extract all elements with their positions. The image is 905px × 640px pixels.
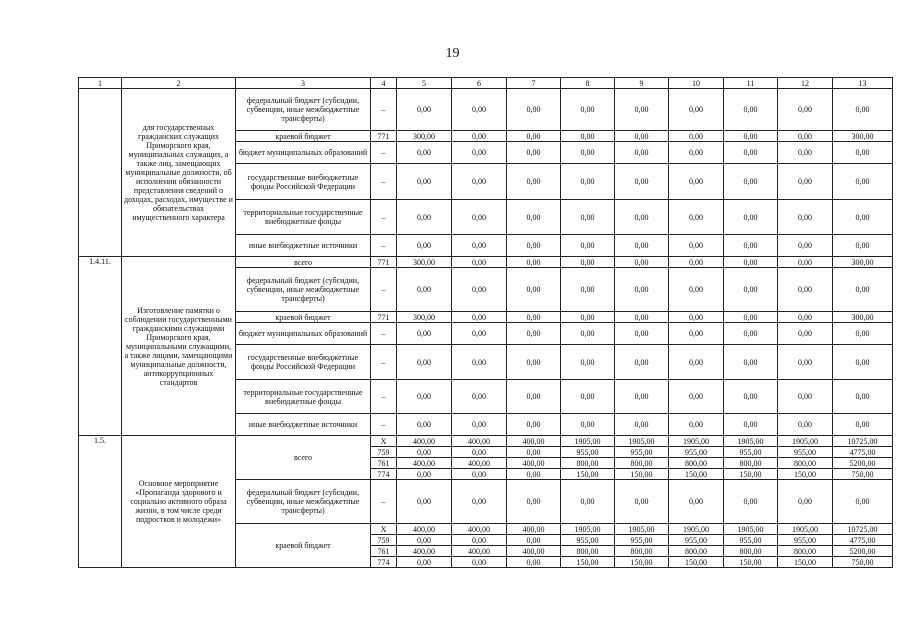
funding-source: федеральный бюджет (субсидии, субвенции, иные межбюджетные трансферты) [236,89,371,131]
amount-cell: 800,00 [615,546,669,557]
amount-cell: 0,00 [669,480,724,524]
amount-cell: 0,00 [669,312,724,323]
amount-cell: 750,00 [833,469,893,480]
budget-code: 771 [371,312,397,323]
amount-cell: 0,00 [397,447,452,458]
budget-code: X [371,524,397,535]
amount-cell: 800,00 [669,546,724,557]
amount-cell: 300,00 [833,131,893,142]
amount-cell: 0,00 [561,131,615,142]
amount-cell: 0,00 [615,323,669,345]
funding-source: всего [236,257,371,268]
amount-cell: 0,00 [833,142,893,164]
amount-cell: 955,00 [561,535,615,546]
amount-cell: 150,00 [561,469,615,480]
amount-cell: 0,00 [669,380,724,414]
amount-cell: 0,00 [397,164,452,200]
budget-code: – [371,323,397,345]
amount-cell: 0,00 [669,268,724,312]
amount-cell: 0,00 [561,268,615,312]
budget-code: – [371,142,397,164]
amount-cell: 0,00 [833,200,893,235]
amount-cell: 0,00 [397,142,452,164]
amount-cell: 0,00 [452,131,507,142]
amount-cell: 800,00 [669,458,724,469]
amount-cell: 0,00 [778,312,833,323]
amount-cell: 400,00 [507,458,561,469]
amount-cell: 0,00 [778,142,833,164]
amount-cell: 0,00 [724,312,778,323]
amount-cell: 1905,00 [724,436,778,447]
budget-code: 759 [371,535,397,546]
funding-source: федеральный бюджет (субсидии, субвенции, иные межбюджетные трансферты) [236,480,371,524]
amount-cell: 800,00 [724,546,778,557]
amount-cell: 0,00 [397,469,452,480]
amount-cell: 400,00 [397,458,452,469]
amount-cell: 0,00 [615,235,669,257]
funding-source: бюджет муниципальных образований [236,142,371,164]
amount-cell: 0,00 [833,164,893,200]
amount-cell: 0,00 [724,345,778,380]
amount-cell: 0,00 [561,257,615,268]
amount-cell: 0,00 [561,142,615,164]
amount-cell: 0,00 [397,89,452,131]
amount-cell: 300,00 [397,312,452,323]
amount-cell: 0,00 [452,447,507,458]
budget-code: 774 [371,469,397,480]
amount-cell: 0,00 [615,480,669,524]
amount-cell: 0,00 [397,235,452,257]
amount-cell: 0,00 [778,164,833,200]
amount-cell: 0,00 [833,235,893,257]
amount-cell: 0,00 [507,131,561,142]
item-description: Основное мероприятие «Пропаганда здорового и социально активного образа жизни, в том числе среди подростков и молодежи» [122,436,236,568]
column-header: 12 [778,78,833,89]
funding-source: федеральный бюджет (субсидии, субвенции, иные межбюджетные трансферты) [236,268,371,312]
amount-cell: 800,00 [561,546,615,557]
amount-cell: 0,00 [452,469,507,480]
amount-cell: 0,00 [507,557,561,568]
amount-cell: 0,00 [669,164,724,200]
table-row [79,89,893,131]
item-number [79,89,122,257]
amount-cell: 0,00 [397,557,452,568]
amount-cell: 0,00 [507,268,561,312]
table-row [79,436,893,447]
amount-cell: 0,00 [397,200,452,235]
funding-source: иные внебюджетные источники [236,235,371,257]
amount-cell: 0,00 [724,380,778,414]
amount-cell: 0,00 [561,480,615,524]
budget-code: – [371,89,397,131]
amount-cell: 0,00 [561,235,615,257]
amount-cell: 400,00 [507,524,561,535]
amount-cell: 0,00 [397,380,452,414]
amount-cell: 0,00 [561,414,615,436]
amount-cell: 0,00 [452,480,507,524]
budget-code: – [371,268,397,312]
amount-cell: 0,00 [669,414,724,436]
amount-cell: 0,00 [833,414,893,436]
budget-code: – [371,235,397,257]
amount-cell: 0,00 [615,345,669,380]
funding-source: государственные внебюджетные фонды Российской Федерации [236,164,371,200]
amount-cell: 0,00 [507,323,561,345]
amount-cell: 0,00 [778,323,833,345]
amount-cell: 150,00 [669,469,724,480]
amount-cell: 1905,00 [778,436,833,447]
amount-cell: 0,00 [724,257,778,268]
budget-code: 759 [371,447,397,458]
amount-cell: 1905,00 [561,436,615,447]
amount-cell: 800,00 [561,458,615,469]
amount-cell: 0,00 [561,380,615,414]
amount-cell: 0,00 [778,345,833,380]
amount-cell: 0,00 [452,89,507,131]
funding-source: бюджет муниципальных образований [236,323,371,345]
amount-cell: 0,00 [561,312,615,323]
amount-cell: 0,00 [669,89,724,131]
funding-source: краевой бюджет [236,524,371,568]
amount-cell: 300,00 [833,257,893,268]
amount-cell: 300,00 [833,312,893,323]
amount-cell: 0,00 [507,200,561,235]
amount-cell: 0,00 [724,235,778,257]
amount-cell: 0,00 [561,89,615,131]
amount-cell: 0,00 [452,345,507,380]
amount-cell: 750,00 [833,557,893,568]
budget-code: 761 [371,458,397,469]
amount-cell: 0,00 [724,89,778,131]
amount-cell: 955,00 [724,447,778,458]
amount-cell: 955,00 [615,535,669,546]
amount-cell: 0,00 [452,257,507,268]
amount-cell: 955,00 [778,535,833,546]
amount-cell: 0,00 [724,480,778,524]
amount-cell: 0,00 [615,257,669,268]
amount-cell: 0,00 [507,89,561,131]
header-row [79,78,893,89]
funding-source: краевой бюджет [236,312,371,323]
amount-cell: 150,00 [724,557,778,568]
amount-cell: 0,00 [778,235,833,257]
amount-cell: 400,00 [397,524,452,535]
column-header: 8 [561,78,615,89]
amount-cell: 0,00 [452,235,507,257]
amount-cell: 0,00 [507,480,561,524]
column-header: 6 [452,78,507,89]
amount-cell: 150,00 [615,469,669,480]
amount-cell: 955,00 [615,447,669,458]
amount-cell: 1905,00 [561,524,615,535]
amount-cell: 0,00 [507,164,561,200]
amount-cell: 0,00 [778,257,833,268]
column-header: 7 [507,78,561,89]
amount-cell: 0,00 [615,164,669,200]
amount-cell: 0,00 [778,89,833,131]
amount-cell: 150,00 [615,557,669,568]
amount-cell: 0,00 [724,142,778,164]
column-header: 10 [669,78,724,89]
amount-cell: 0,00 [452,414,507,436]
amount-cell: 0,00 [507,345,561,380]
amount-cell: 0,00 [452,200,507,235]
funding-source: всего [236,436,371,480]
amount-cell: 0,00 [507,235,561,257]
amount-cell: 150,00 [724,469,778,480]
column-header: 11 [724,78,778,89]
amount-cell: 0,00 [669,142,724,164]
amount-cell: 0,00 [833,480,893,524]
funding-source: территориальные государственные внебюджетные фонды [236,200,371,235]
amount-cell: 0,00 [452,312,507,323]
amount-cell: 0,00 [669,323,724,345]
amount-cell: 400,00 [452,546,507,557]
amount-cell: 0,00 [833,345,893,380]
amount-cell: 0,00 [397,535,452,546]
amount-cell: 1905,00 [615,524,669,535]
amount-cell: 0,00 [452,557,507,568]
amount-cell: 4775,00 [833,535,893,546]
amount-cell: 955,00 [724,535,778,546]
amount-cell: 0,00 [778,480,833,524]
amount-cell: 0,00 [561,345,615,380]
amount-cell: 0,00 [669,235,724,257]
amount-cell: 0,00 [507,142,561,164]
amount-cell: 1905,00 [615,436,669,447]
amount-cell: 0,00 [615,142,669,164]
amount-cell: 0,00 [778,131,833,142]
amount-cell: 300,00 [397,131,452,142]
amount-cell: 1905,00 [724,524,778,535]
amount-cell: 0,00 [778,200,833,235]
amount-cell: 10725,00 [833,524,893,535]
item-number: 1.5. [79,436,122,568]
amount-cell: 400,00 [507,436,561,447]
amount-cell: 0,00 [833,268,893,312]
amount-cell: 0,00 [669,257,724,268]
amount-cell: 5200,00 [833,458,893,469]
amount-cell: 800,00 [778,546,833,557]
amount-cell: 150,00 [778,557,833,568]
amount-cell: 0,00 [724,200,778,235]
amount-cell: 1905,00 [669,524,724,535]
funding-source: государственные внебюджетные фонды Российской Федерации [236,345,371,380]
amount-cell: 0,00 [452,323,507,345]
amount-cell: 1905,00 [669,436,724,447]
column-header: 9 [615,78,669,89]
budget-code: 771 [371,131,397,142]
amount-cell: 0,00 [778,268,833,312]
funding-source: иные внебюджетные источники [236,414,371,436]
amount-cell: 0,00 [397,268,452,312]
amount-cell: 0,00 [452,164,507,200]
amount-cell: 0,00 [778,414,833,436]
amount-cell: 0,00 [615,312,669,323]
amount-cell: 150,00 [778,469,833,480]
amount-cell: 0,00 [397,480,452,524]
amount-cell: 0,00 [561,323,615,345]
budget-code: – [371,345,397,380]
item-description: для государственных гражданских служащих Приморского края, муниципальных служащих, а также лиц, замещающих муниципальные должности, об исполнении обязанности представления сведений о доходах, расходах, имуществе и обязательствах имущественного характера [122,89,236,257]
amount-cell: 150,00 [669,557,724,568]
amount-cell: 0,00 [615,380,669,414]
amount-cell: 0,00 [833,323,893,345]
budget-code: 761 [371,546,397,557]
amount-cell: 0,00 [615,414,669,436]
amount-cell: 0,00 [778,380,833,414]
amount-cell: 300,00 [397,257,452,268]
budget-code: 774 [371,557,397,568]
amount-cell: 5200,00 [833,546,893,557]
amount-cell: 1905,00 [778,524,833,535]
amount-cell: 400,00 [507,546,561,557]
column-header: 5 [397,78,452,89]
amount-cell: 0,00 [833,89,893,131]
amount-cell: 0,00 [561,200,615,235]
amount-cell: 955,00 [561,447,615,458]
column-header: 1 [79,78,122,89]
amount-cell: 0,00 [507,469,561,480]
budget-code: X [371,436,397,447]
budget-code: 771 [371,257,397,268]
amount-cell: 400,00 [452,458,507,469]
amount-cell: 0,00 [724,414,778,436]
page-number: 19 [445,46,460,61]
amount-cell: 0,00 [724,268,778,312]
amount-cell: 400,00 [452,436,507,447]
amount-cell: 0,00 [561,164,615,200]
column-header: 13 [833,78,893,89]
amount-cell: 0,00 [724,131,778,142]
amount-cell: 955,00 [669,535,724,546]
amount-cell: 150,00 [561,557,615,568]
column-header: 3 [236,78,371,89]
amount-cell: 0,00 [452,268,507,312]
amount-cell: 0,00 [724,164,778,200]
amount-cell: 0,00 [452,142,507,164]
amount-cell: 0,00 [669,131,724,142]
budget-table [78,77,893,568]
funding-source: краевой бюджет [236,131,371,142]
budget-code: – [371,414,397,436]
funding-source: территориальные государственные внебюджетные фонды [236,380,371,414]
amount-cell: 955,00 [669,447,724,458]
amount-cell: 0,00 [615,200,669,235]
amount-cell: 0,00 [507,257,561,268]
amount-cell: 0,00 [724,323,778,345]
amount-cell: 0,00 [397,414,452,436]
amount-cell: 0,00 [452,380,507,414]
table-row [79,257,893,268]
amount-cell: 800,00 [724,458,778,469]
amount-cell: 800,00 [615,458,669,469]
amount-cell: 0,00 [669,200,724,235]
amount-cell: 0,00 [507,380,561,414]
amount-cell: 0,00 [507,535,561,546]
amount-cell: 0,00 [615,131,669,142]
amount-cell: 4775,00 [833,447,893,458]
amount-cell: 400,00 [397,436,452,447]
budget-code: – [371,164,397,200]
amount-cell: 800,00 [778,458,833,469]
budget-code: – [371,380,397,414]
amount-cell: 0,00 [507,447,561,458]
amount-cell: 0,00 [615,268,669,312]
amount-cell: 400,00 [397,546,452,557]
column-header: 2 [122,78,236,89]
amount-cell: 0,00 [833,380,893,414]
amount-cell: 10725,00 [833,436,893,447]
budget-code: – [371,480,397,524]
column-header: 4 [371,78,397,89]
amount-cell: 0,00 [452,535,507,546]
amount-cell: 0,00 [397,323,452,345]
item-description: Изготовление памятки о соблюдении государственными гражданскими служащими Приморского края, муниципальными служащими, а также лицами, замещающими муниципальные должности, антикоррупционных стандартов [122,257,236,436]
budget-code: – [371,200,397,235]
amount-cell: 0,00 [397,345,452,380]
amount-cell: 0,00 [615,89,669,131]
amount-cell: 955,00 [778,447,833,458]
item-number: 1.4.11. [79,257,122,436]
amount-cell: 0,00 [507,312,561,323]
amount-cell: 0,00 [669,345,724,380]
amount-cell: 400,00 [452,524,507,535]
amount-cell: 0,00 [507,414,561,436]
